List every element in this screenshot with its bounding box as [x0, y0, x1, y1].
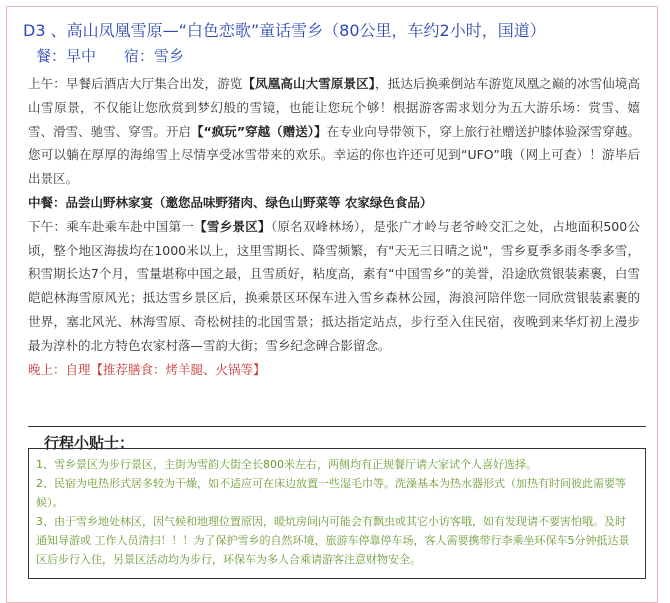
tips-list [36, 455, 636, 569]
tip-item: 2、民宿为电热形式居多较为干燥，如不适应可在床边放置一些湿毛巾等。洗澡基本为热水器形式（加热有时间彼此需要等候）。 [36, 477, 626, 509]
morning-paragraph [28, 72, 640, 191]
morning-highlight-2: 【“疯玩”穿越（赠送）】 [190, 123, 327, 139]
evening-paragraph: 晚上：自理【推荐膳食：烤羊腿、火锅等】 [28, 361, 266, 377]
itinerary-body [28, 72, 640, 381]
afternoon-text-2: （原名双峰林场），是张广才岭与老爷岭交汇之处，占地面积500公顷，整个地区海拔均在1000米以上，这里雪期长、降雪频繁，有"天无三日晴之说"，雪乡夏季多雨冬季多雪，积雪期长达7个月，雪量堪称中国之最，且雪质好，粘度高，素有“中国雪乡”的美誉，沿途欣赏银装素裹，白雪皑皑林海雪原风光；抵达雪乡景区后，换乘景区环保车进入雪乡森林公园，海浪河陪伴您一同欣赏银装素裹的世界，塞北风光、林海雪原、奇松树挂的北国雪景；抵达指定站点，步行至入住民宿，夜晚到来华灯初上漫步最为淳朴的北方特色农家村落—雪韵大街；雪乡纪念碑合影留念。 [28, 218, 640, 353]
morning-highlight-1: 【凤凰高山大雪原景区】 [242, 76, 376, 91]
afternoon-label: 下午： [28, 218, 67, 234]
tips-divider [28, 426, 646, 427]
tip-item: 1、雪乡景区为步行景区，主街为雪韵大街全长800米左右，两侧均有正规餐厅请大家试个人喜好选择。 [36, 458, 537, 471]
morning-label: 上午： [28, 76, 66, 91]
morning-text-1: 早餐后酒店大厅集合出发，游览 [65, 76, 243, 91]
lunch-text: 中餐：品尝山野林家宴（邀您品味野猪肉、绿色山野菜等 农家绿色食品） [28, 194, 433, 210]
meals-line [36, 46, 184, 66]
morning-text-3: 在专业向导带领下，穿上旅行社赠送护膝体验深雪穿越。您可以躺在厚厚的海绵雪上尽情享受冰雪带来的欢乐。幸运的你也许还可见到“UFO”哦（网上可查）！游毕后出景区。 [28, 123, 640, 187]
lodging-info: 宿：雪乡 [124, 47, 185, 65]
day-title: D3 、高山凤凰雪原—“白色恋歌”童话雪乡（80公里，车约2小时，国道） [23, 21, 546, 40]
afternoon-paragraph [28, 215, 640, 358]
afternoon-highlight: 【雪乡景区】 [194, 218, 271, 234]
afternoon-text-1: 乘车赴乘车赴中国第一 [66, 218, 195, 234]
tip-item: 3、由于雪乡地处林区，因气候和地理位置原因，暖炕房间内可能会有飘虫或其它小访客哦，如有发现请不要害怕哦。及时通知导游或 工作人员清扫！！！为了保护雪乡的自然环境，旅游车停靠停车场，客人需要携带行李乘坐环保车5分钟抵达景区后步行入住，另景区活动均为步行，环保车为多人合乘请游客注意财物安全。 [36, 515, 630, 566]
lunch-paragraph [28, 191, 640, 215]
meals-info: 餐：早中 [36, 47, 97, 65]
tips-title: 行程小贴士： [44, 434, 135, 452]
morning-text-2: ，抵达后换乘倒站车游览凤凰之巅的冰雪仙境高山雪原景，不仅能让您欣赏到梦幻般的雪镜，也能让您玩个够！根据游客需求划分为五大游乐场：赏雪、嬉雪、滑雪、驰雪、穿雪。开启 [28, 76, 640, 139]
